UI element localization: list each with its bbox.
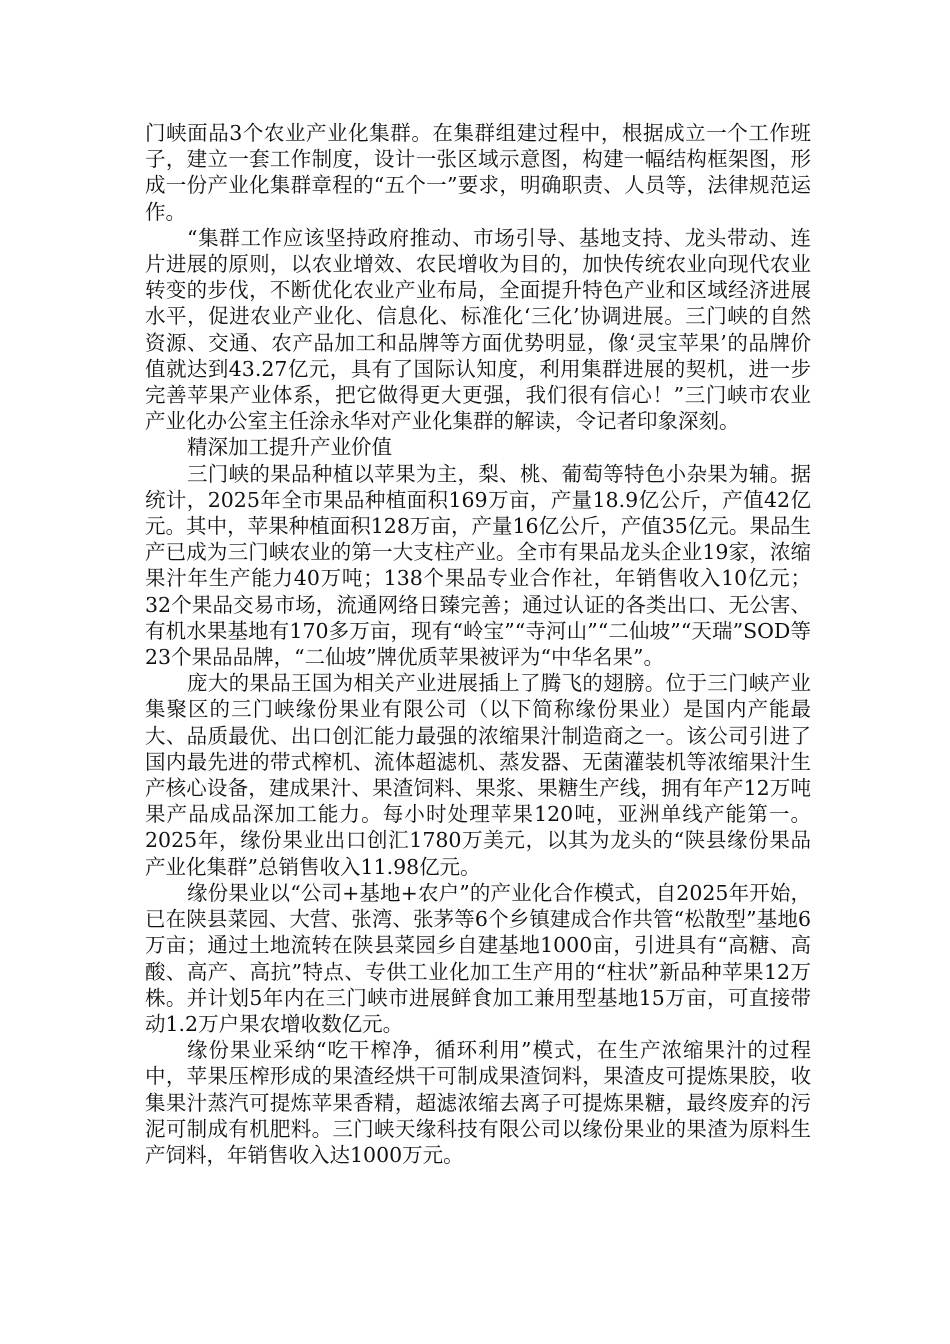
paragraph-quote: “集群工作应该坚持政府推动、市场引导、基地支持、龙头带动、连片进展的原则，以农业增效、农民增收为目的，加快传统农业向现代农业转变的步伐，不断优化农业产业布局，全面提升特色产业和区域经济进展水平，促进农业产业化、信息化、标准化‘三化’协调进展。三门峡的自然资源、交通、农产品加工和品牌等方面优势明显，像‘灵宝苹果’的品牌价值就达到43.27亿元，具有了国际认知度，利用集群进展的契机，进一步完善苹果产业体系，把它做得更大更强，我们很有信心！”三门峡市农业产业化办公室主任涂永华对产业化集群的解读，令记者印象深刻。	[145, 225, 811, 434]
paragraph-cooperation: 缘份果业以“公司+基地+农户”的产业化合作模式，自2025年开始，已在陕县菜园、大营、张湾、张茅等6个乡镇建成合作共管“松散型”基地6万亩；通过土地流转在陕县菜园乡自建基地1000亩，引进具有“高糖、高酸、高产、高抗”特点、专供工业化加工生产用的“柱状”新品种苹果12万株。并计划5年内在三门峡市进展鲜食加工兼用型基地15万亩，可直接带动1.2万户果农增收数亿元。	[145, 880, 811, 1036]
section-heading: 精深加工提升产业价值	[187, 435, 392, 460]
paragraph-company: 庞大的果品王国为相关产业进展插上了腾飞的翅膀。位于三门峡产业集聚区的三门峡缘份果业有限公司（以下简称缘份果业）是国内产能最大、品质最优、出口创汇能力最强的浓缩果汁制造商之一。该公司引进了国内最先进的带式榨机、流体超滤机、蒸发器、无菌灌装机等浓缩果汁生产核心设备，建成果汁、果渣饲料、果浆、果糖生产线，拥有年产12万吨果产品成品深加工能力。每小时处理苹果120吨，亚洲单线产能第一。2025年，缘份果业出口创汇1780万美元，以其为龙头的“陕县缘份果品产业化集群”总销售收入11.98亿元。	[145, 671, 811, 879]
document-body	[145, 120, 811, 1168]
paragraph-recycling: 缘份果业采纳“吃干榨净，循环利用”模式，在生产浓缩果汁的过程中，苹果压榨形成的果渣经烘干可制成果渣饲料，果渣皮可提炼果胶，收集果汁蒸汽可提炼苹果香精，超滤浓缩去离子可提炼果糖，最终废弃的污泥可制成有机肥料。三门峡天缘科技有限公司以缘份果业的果渣为原料生产饲料，年销售收入达1000万元。	[145, 1038, 811, 1167]
paragraph-intro: 门峡面品3个农业产业化集群。在集群组建过程中，根据成立一个工作班子，建立一套工作制度，设计一张区域示意图，构建一幅结构框架图，形成一份产业化集群章程的“五个一”要求，明确职责、人员等，法律规范运作。	[145, 121, 811, 224]
paragraph-fruit-stats: 三门峡的果品种植以苹果为主，梨、桃、葡萄等特色小杂果为辅。据统计，2025年全市果品种植面积169万亩，产量18.9亿公斤，产值42亿元。其中，苹果种植面积128万亩，产量16亿公斤，产值35亿元。果品生产已成为三门峡农业的第一大支柱产业。全市有果品龙头企业19家，浓缩果汁年生产能力40万吨；138个果品专业合作社，年销售收入10亿元；32个果品交易市场，流通网络日臻完善；通过认证的各类出口、无公害、有机水果基地有170多万亩，现有“岭宝”“寺河山”“二仙坡”“天瑞”SOD等23个果品品牌，“二仙坡”牌优质苹果被评为“中华名果”。	[145, 461, 811, 670]
